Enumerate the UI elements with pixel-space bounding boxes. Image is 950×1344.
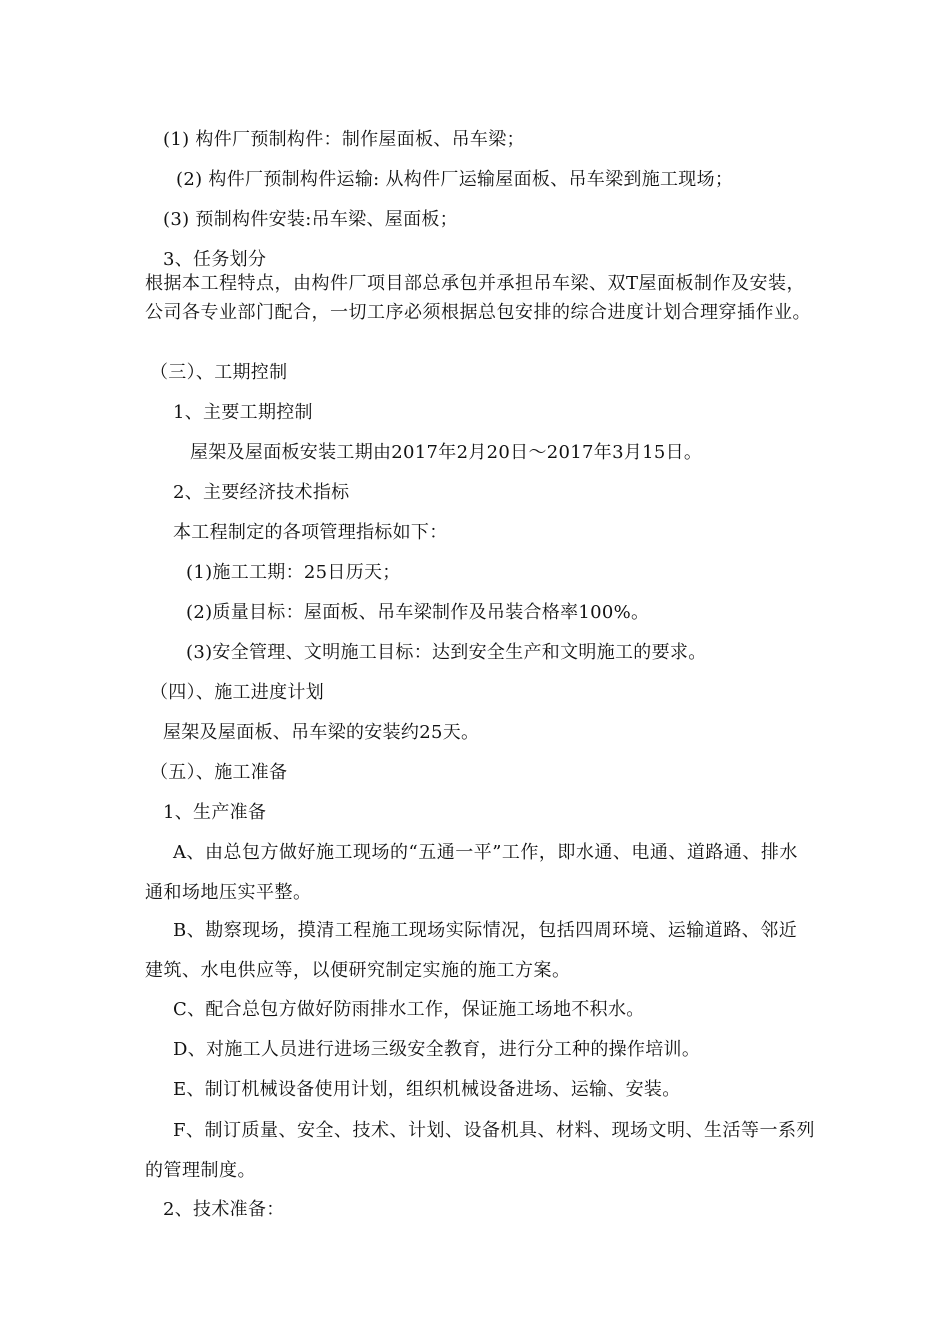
prep-item-e: E、制订机械设备使用计划，组织机械设备进场、运输、安装。 xyxy=(173,1079,681,1100)
item-prefab-components: (1) 构件厂预制构件：制作屋面板、吊车梁； xyxy=(163,129,525,150)
indicator-quality: (2)质量目标：屋面板、吊车梁制作及吊装合格率100%。 xyxy=(186,602,650,623)
section-progress-plan-heading: （四）、施工进度计划 xyxy=(150,682,324,703)
prep-item-d: D、对施工人员进行进场三级安全教育，进行分工种的操作培训。 xyxy=(173,1039,701,1060)
indicator-safety: (3)安全管理、文明施工目标：达到安全生产和文明施工的要求。 xyxy=(186,642,707,663)
main-schedule-control-heading: 1、主要工期控制 xyxy=(173,402,313,423)
prep-item-f: F、制订质量、安全、技术、计划、设备机具、材料、现场文明、生活等一系列的管理制度。 xyxy=(145,1120,815,1181)
item-prefab-installation: (3) 预制构件安装:吊车梁、屋面板； xyxy=(163,209,458,230)
section-schedule-control-heading: （三）、工期控制 xyxy=(150,362,288,383)
task-division-paragraph: 根据本工程特点，由构件厂项目部总承包并承担吊车梁、双T屋面板制作及安装，公司各专业部门配合，一切工序必须根据总包安排的综合进度计划合理穿插作业。 xyxy=(145,273,811,323)
indicator-duration: (1)施工工期：25日历天； xyxy=(186,562,401,583)
item-prefab-transport: (2) 构件厂预制构件运输: 从构件厂运输屋面板、吊车梁到施工现场； xyxy=(176,169,734,190)
prep-item-a: A、由总包方做好施工现场的“五通一平”工作，即水通、电通、道路通、排水通和场地压实平整。 xyxy=(145,842,798,903)
indicators-intro-text: 本工程制定的各项管理指标如下： xyxy=(173,522,448,543)
section-preparation-heading: （五）、施工准备 xyxy=(150,762,288,783)
technical-preparation-heading: 2、技术准备： xyxy=(163,1199,285,1220)
prep-item-b: B、勘察现场，摸清工程施工现场实际情况，包括四周环境、运输道路、邻近建筑、水电供应等，以便研究制定实施的施工方案。 xyxy=(145,920,798,981)
prep-item-c: C、配合总包方做好防雨排水工作，保证施工场地不积水。 xyxy=(173,999,645,1020)
progress-plan-text: 屋架及屋面板、吊车梁的安装约25天。 xyxy=(163,722,480,743)
production-preparation-heading: 1、生产准备 xyxy=(163,802,267,823)
section-task-division-heading: 3、任务划分 xyxy=(163,249,267,270)
economic-indicators-heading: 2、主要经济技术指标 xyxy=(173,482,350,503)
installation-period-text: 屋架及屋面板安装工期由2017年2月20日～2017年3月15日。 xyxy=(190,442,703,463)
